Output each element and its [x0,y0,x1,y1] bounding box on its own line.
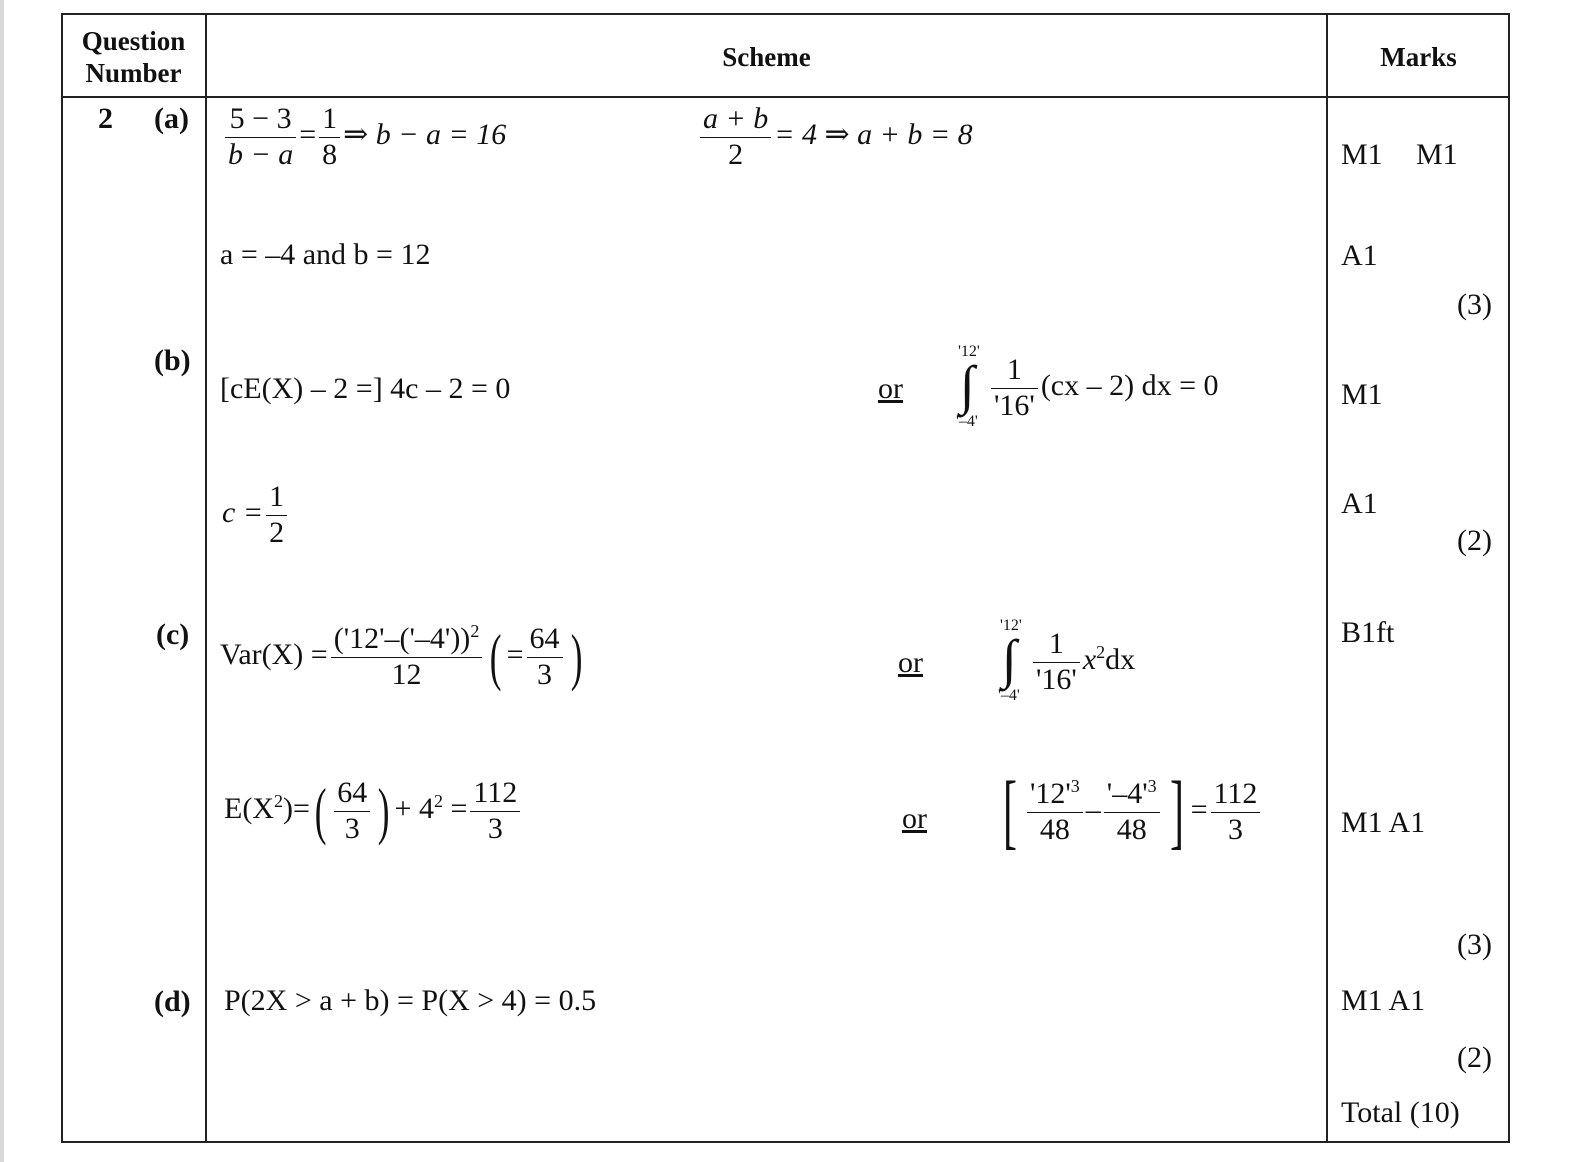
power: 2 [470,621,480,641]
denominator: 12 [391,657,422,691]
lhs: c = [222,495,264,529]
denominator: b − a [228,137,294,171]
part-a-label: (a) [154,102,189,135]
denominator: 3 [344,811,360,845]
part-b-or: or [878,372,903,405]
lower-limit: '–4' [998,687,1020,704]
fraction [331,622,483,692]
numerator: 1 [991,353,1038,389]
numerator: 112 [1211,777,1261,813]
fraction [700,102,771,172]
numerator: '–4' [1106,777,1148,810]
part-c-bracket [996,765,1263,858]
part-c-integral [998,617,1136,704]
fraction [1027,777,1083,847]
fraction [991,353,1038,423]
denominator: 3 [537,657,553,691]
part-a-line2: a = –4 and b = 12 [220,238,431,271]
ex2-close: )= [282,791,310,825]
denominator: 48 [1116,812,1147,846]
implication: = 4 ⇒ a + b = 8 [774,117,973,151]
part-c-label: (c) [156,618,190,651]
mark-b-2: A1 [1341,487,1378,520]
part-c-or-2: or [902,802,927,835]
power: 2 [273,790,283,811]
numerator: 64 [334,776,370,812]
fraction [1104,777,1160,847]
denominator: 48 [1039,812,1070,846]
part-b-line1-left: [cE(X) – 2 =] 4c – 2 = 0 [220,372,511,405]
integral-sign [956,343,988,430]
fraction [1211,777,1261,847]
power: 2 [433,790,443,811]
mark-a-1: M1 [1341,138,1383,171]
numerator: '12' [1029,777,1071,810]
column-divider-marks [1326,13,1328,1143]
fraction [319,102,340,172]
question-number: 2 [98,102,113,135]
numerator: 1 [266,480,287,516]
part-b-label: (b) [154,344,191,377]
left-bracket: [ [1002,765,1017,858]
header-scheme: Scheme [722,42,811,72]
numerator: 5 − 3 [225,102,296,138]
minus: – [1085,792,1101,826]
implication: ⇒ b − a = 16 [343,117,507,151]
numerator: 64 [527,622,563,658]
header-divider [61,96,1510,98]
left-paren: ( [490,621,502,692]
part-d-line: P(2X > a + b) = P(X > 4) = 0.5 [224,984,597,1017]
part-a-line1-left [222,102,506,172]
fraction [334,776,370,846]
fraction [225,102,296,172]
equals: = [299,117,317,151]
denominator: 2 [269,515,285,549]
equals: = [450,791,468,825]
bottom-border [61,1141,1510,1143]
ex2-lhs: E(X [224,791,274,825]
column-divider-question [205,13,207,1143]
denominator: 8 [322,137,338,171]
denominator: 3 [487,811,503,845]
mark-scheme-table [61,13,1510,1143]
total-marks: Total (10) [1341,1096,1460,1129]
part-c-or-1: or [898,646,923,679]
mark-a-2: M1 [1416,138,1458,171]
fraction [1033,627,1080,697]
equals: = [506,637,524,671]
mark-c-1: B1ft [1341,616,1395,649]
numerator: 112 [470,776,520,812]
plus-term: + 4 [394,791,434,825]
mark-d-1: M1 A1 [1341,984,1426,1017]
power: 3 [1070,776,1080,796]
lower-limit: '–4' [956,413,978,430]
subtotal-b: (2) [1457,524,1492,557]
integrand: (cx – 2) dx = 0 [1040,368,1219,402]
numerator: 1 [319,102,340,138]
integral-symbol: ∫ [960,355,975,415]
integrand-variable: x [1082,642,1097,676]
numerator: ('12'–('–4')) [333,622,471,655]
fraction [470,776,520,846]
upper-limit: '12' [958,343,980,360]
part-c-variance [220,622,587,692]
part-d-label: (d) [154,985,191,1018]
subtotal-c: (3) [1457,928,1492,961]
header-question-number: Question Number [81,26,186,88]
fraction [527,622,563,692]
mark-a-3: A1 [1341,239,1378,272]
subtotal-d: (2) [1457,1041,1492,1074]
denominator: '16' [1036,662,1077,696]
denominator: 3 [1227,812,1243,846]
equals: = [1190,792,1208,826]
denominator: 2 [728,137,744,171]
upper-limit: '12' [1000,617,1022,634]
part-c-ex2 [224,776,523,846]
power: 3 [1147,776,1157,796]
part-b-line2 [222,480,290,550]
power: 2 [1096,641,1106,662]
numerator: a + b [700,102,771,138]
mark-b-1: M1 [1341,378,1383,411]
right-paren: ) [570,621,583,692]
page-edge [0,0,4,1162]
numerator: 1 [1033,627,1080,663]
denominator: '16' [994,388,1035,422]
integral-sign [998,617,1030,704]
header-marks: Marks [1380,42,1457,72]
subtotal-a: (3) [1457,288,1492,321]
mark-c-2: M1 A1 [1341,806,1426,839]
integral-symbol: ∫ [1002,629,1017,689]
variance-lhs: Var(X) = [220,637,328,671]
part-b-integral [956,343,1219,430]
left-paren: ( [314,775,327,846]
part-a-line1-right [697,102,973,172]
differential: dx [1105,642,1136,676]
right-bracket: ] [1169,765,1184,858]
fraction [266,480,287,550]
right-paren: ) [378,775,390,846]
